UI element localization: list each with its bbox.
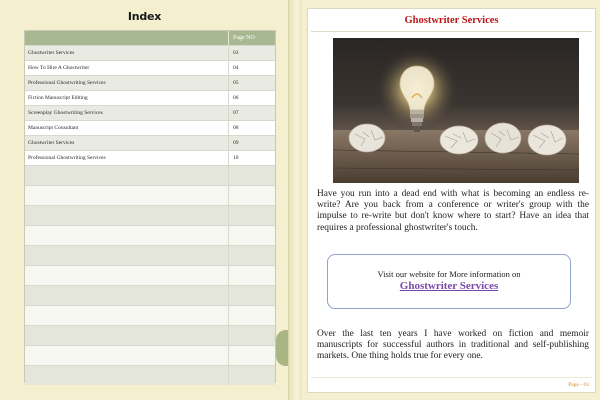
empty-row [25,345,275,365]
header-page-no: Page NO [233,35,255,41]
index-row-page: 09 [233,140,239,146]
header-title-cell [25,31,229,45]
index-row[interactable] [25,45,275,60]
index-row-title: How To Hire A Ghostwriter [25,61,229,75]
index-row[interactable] [25,75,275,90]
left-page [0,0,289,400]
lightbulb-illustration [333,38,579,183]
article-title: Ghostwriter Services [404,15,499,26]
empty-row [25,185,275,205]
empty-row [25,325,275,345]
footer-divider [311,377,592,378]
index-row[interactable] [25,60,275,75]
index-row-page: 03 [233,50,239,56]
index-row[interactable] [25,120,275,135]
index-empty-rows [25,165,275,385]
intro-paragraph: Have you run into a dead end with what is becoming an endless re-write? Are you back from a conference or writer's group with the impulse to re-write but don't know where to start? Have an idea that requires a professional ghostwriter's touch. [317,189,589,233]
index-row-title: Screenplay Ghostwriting Services [25,106,229,120]
ghostwriter-services-link[interactable]: Ghostwriter Services [399,280,499,292]
index-row[interactable] [25,135,275,150]
index-row-page: 10 [233,155,239,161]
empty-row [25,225,275,245]
empty-row [25,245,275,265]
index-row-title: Fiction Manuscript Editing [25,91,229,105]
book-spine [288,0,302,400]
empty-row [25,365,275,385]
empty-row [25,205,275,225]
index-row-title: Ghostwriter Services [25,136,229,150]
promo-box [327,254,571,309]
right-page [307,8,596,393]
index-table [24,30,276,383]
title-divider [311,31,592,32]
index-row-title: Professional Ghostwriting Services [25,76,229,90]
promo-text: Visit our website for More information on [377,269,521,279]
index-row-page: 04 [233,65,239,71]
index-row-title: Manuscript Consultant [25,121,229,135]
page-number: Page - 03 [568,382,589,388]
index-row-title: Ghostwriter Services [25,46,229,60]
page-turn-tab[interactable] [276,330,288,366]
experience-paragraph: Over the last ten years I have worked on fiction and memoir manuscripts for successful authors in traditional and self-publishing markets. One thing holds true for every one. [317,329,589,362]
index-row-title: Professional Ghostwriting Services [25,151,229,165]
empty-row [25,305,275,325]
index-row-page: 08 [233,125,239,131]
index-rows [25,45,275,165]
empty-row [25,285,275,305]
index-row[interactable] [25,105,275,120]
index-table-header [25,31,275,45]
index-row-page: 06 [233,95,239,101]
empty-row [25,165,275,185]
lightbulb-image [333,38,579,183]
index-row[interactable] [25,90,275,105]
index-row-page: 07 [233,110,239,116]
index-row-page: 05 [233,80,239,86]
empty-row [25,265,275,285]
index-title: Index [127,10,162,23]
index-row[interactable] [25,150,275,165]
